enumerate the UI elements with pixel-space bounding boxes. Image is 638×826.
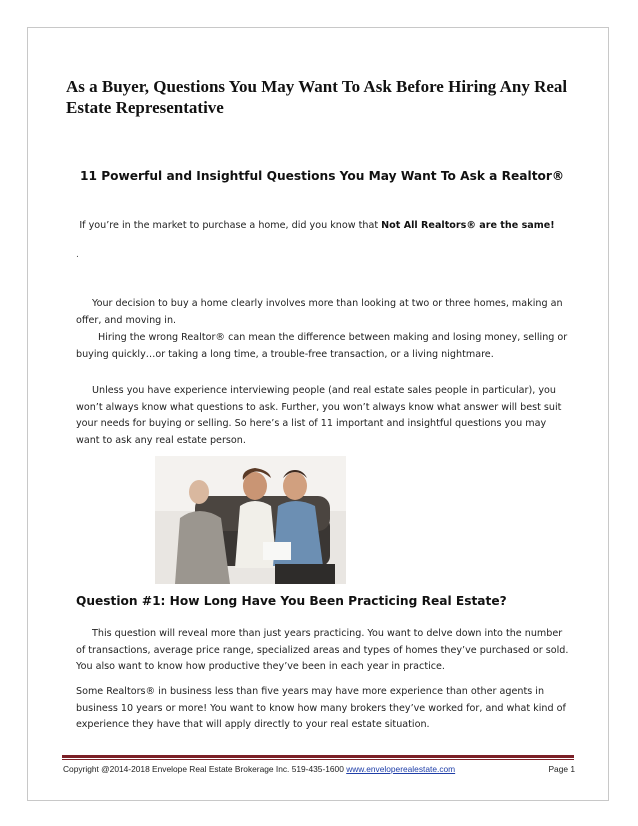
paragraph-experience: Some Realtors® in business less than five years may have more experience than other agents in business 10 years or more! You want to know how many brokers they’ve worked for, and what kind of experience they have that will apply directly to your real estate situation. <box>76 686 566 730</box>
intro-bold-text: Not All Realtors® are the same! <box>381 220 555 231</box>
paragraph-wrong-realtor: Hiring the wrong Realtor® can mean the difference between making and losing money, selling or buying quickly…or taking a long time, a trouble-free transaction, or a living nightmare. <box>76 332 568 360</box>
page-number: Page 1 <box>548 764 575 774</box>
paragraph-decision: Your decision to buy a home clearly involves more than looking at two or three homes, making an offer, and moving in. <box>76 298 563 326</box>
intro-text: If you’re in the market to purchase a home, did you know that <box>79 220 382 231</box>
meeting-photo <box>155 456 346 584</box>
intro-paragraph <box>78 218 556 235</box>
footer-rule-thin <box>62 759 574 760</box>
footer-website-link[interactable]: www.enveloperealestate.com <box>346 764 456 774</box>
document-title: As a Buyer, Questions You May Want To Ask Before Hiring Any Real Estate Representative <box>66 77 568 117</box>
stray-mark: . <box>76 250 79 260</box>
footer-copyright: Copyright @2014-2018 Envelope Real Estate Brokerage Inc. 519-435-1600 <box>63 764 347 774</box>
section-subheading: 11 Powerful and Insightful Questions You May Want To Ask a Realtor® <box>80 169 565 183</box>
footer-rule <box>62 755 574 758</box>
question-1-heading: Question #1: How Long Have You Been Practicing Real Estate? <box>76 594 507 608</box>
paragraph-years-practicing: This question will reveal more than just years practicing. You want to delve down into the number of transactions, average price range, specialized areas and types of homes they’ve purchased or sold. You also want to know how productive they’ve been in each year in practice. <box>76 628 569 672</box>
page-footer <box>63 764 575 774</box>
paragraph-interviewing: Unless you have experience interviewing people (and real estate sales people in particular), you won’t always know what questions to ask. Further, you won’t always know what answer will best suit your needs for buying or selling. So here’s a list of 11 important and insightful questions you may want to ask any real estate person. <box>76 385 562 446</box>
